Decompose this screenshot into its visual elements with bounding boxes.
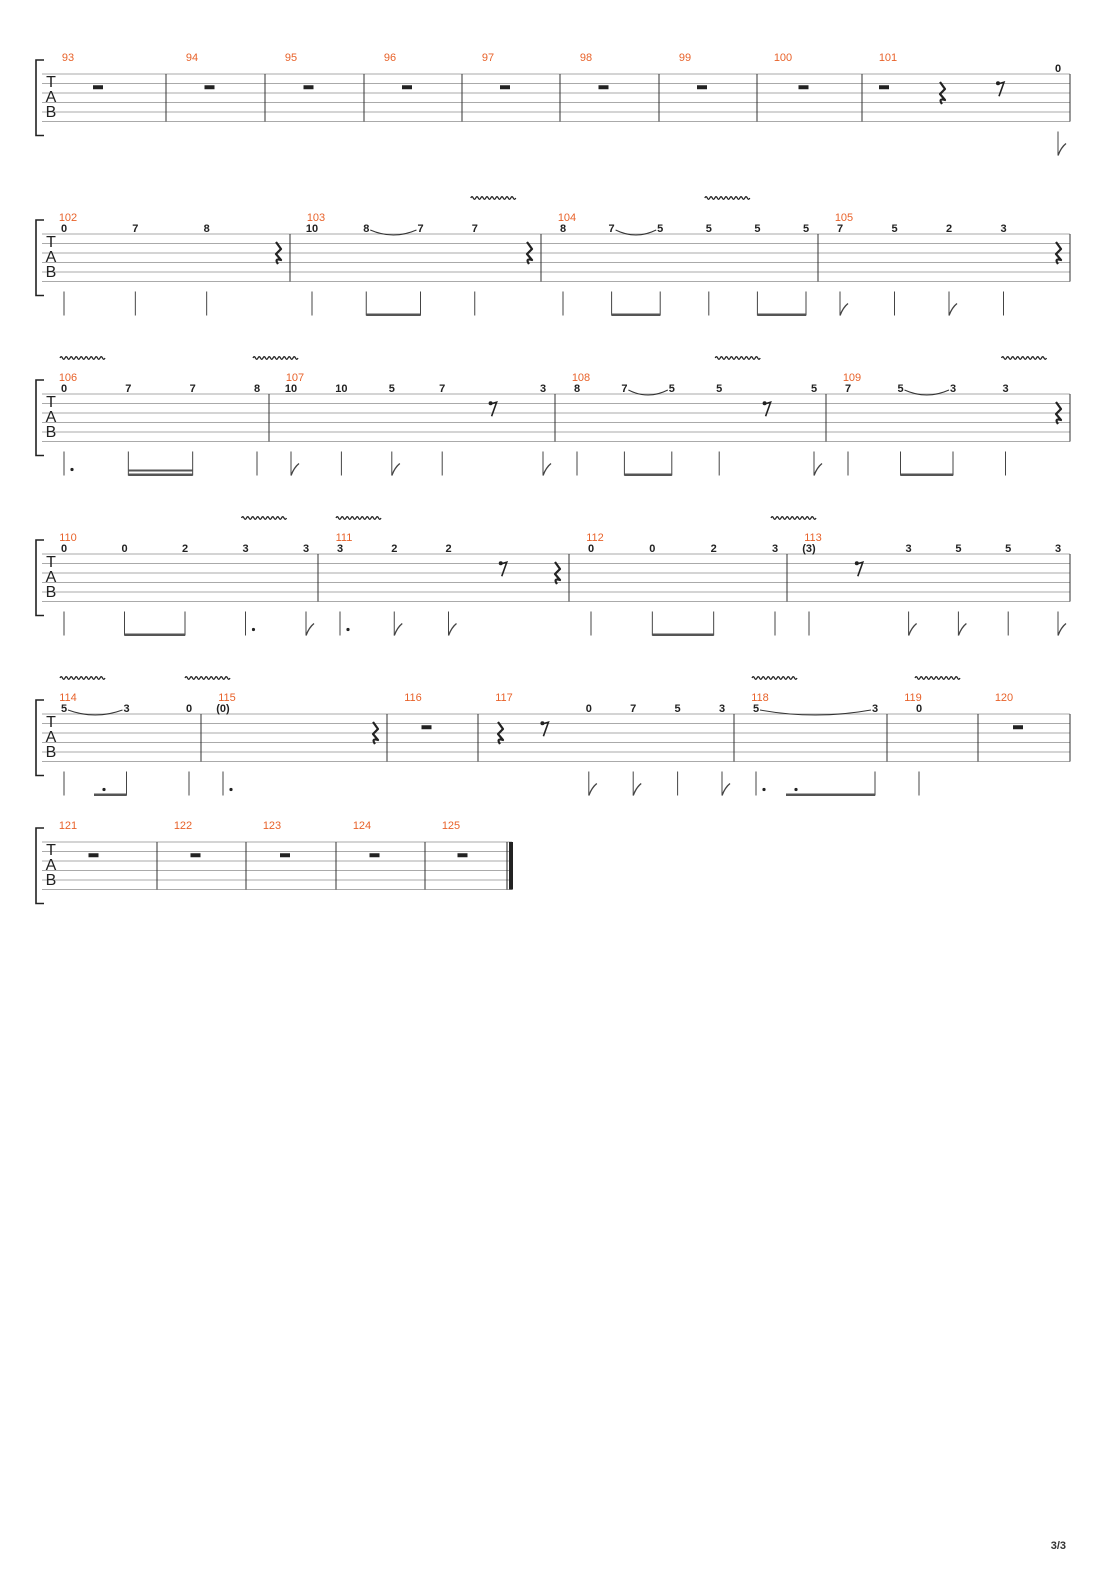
fret-number: 2 (391, 543, 398, 555)
measure-115 (216, 692, 378, 796)
fret-number: 0 (185, 703, 193, 715)
tab-clef-letter: A (45, 249, 57, 266)
measure-number: 116 (404, 692, 422, 704)
dot (229, 788, 232, 791)
measure-number: 95 (284, 52, 298, 64)
staff-system (36, 677, 1070, 796)
fret-number: 5 (955, 543, 962, 555)
fret-number: 3 (1000, 223, 1007, 235)
measure-number: 99 (678, 52, 692, 64)
fret-number: 2 (945, 223, 953, 235)
fret-number: 7 (844, 383, 852, 395)
tab-clef-letter: A (45, 569, 57, 586)
measure-number: 105 (834, 212, 854, 224)
measure-number: 107 (285, 372, 305, 384)
measure-118 (751, 677, 878, 796)
fret-number: 7 (189, 383, 196, 395)
fret-number: 0 (649, 543, 656, 555)
tab-clef-letter: B (45, 264, 57, 281)
fret-number: 8 (253, 383, 261, 395)
measure-113 (802, 532, 1066, 636)
measure-number: 109 (842, 372, 862, 384)
fret-number: 10 (284, 383, 298, 395)
measure-106 (59, 357, 298, 476)
note-beam (786, 794, 875, 797)
vibrato-icon (915, 677, 960, 680)
measure-number: 106 (58, 372, 78, 384)
half-rest-icon (402, 85, 412, 89)
fret-number: 3 (718, 703, 726, 715)
measure-119 (904, 677, 960, 796)
system-bracket (36, 60, 44, 136)
vibrato-icon (60, 677, 105, 680)
measure-number: 114 (59, 692, 77, 704)
measure-number: 94 (185, 52, 199, 64)
system-bracket (36, 700, 44, 776)
half-rest-icon (799, 85, 809, 89)
fret-number: 8 (363, 223, 370, 235)
note-flag (1058, 144, 1066, 156)
fret-number: 7 (621, 383, 628, 395)
half-rest-icon (500, 85, 510, 89)
fret-number: 5 (802, 223, 810, 235)
tab-clef-letter: A (45, 89, 57, 106)
fret-number: (3) (802, 543, 816, 555)
tab-clef-letter: A (45, 409, 57, 426)
half-rest-icon (458, 853, 468, 857)
dot (70, 468, 73, 471)
measure-111 (336, 517, 560, 636)
fret-number: 10 (335, 383, 348, 395)
half-rest-icon (370, 853, 380, 857)
system-bracket (36, 828, 44, 904)
staff-system (36, 357, 1070, 476)
tab-clef-letter: B (45, 104, 57, 121)
fret-number: 0 (60, 223, 68, 235)
fret-number: 10 (305, 223, 319, 235)
vibrato-icon (60, 357, 105, 360)
fret-number: 3 (539, 383, 547, 395)
measure-104 (558, 197, 809, 316)
fret-number: 2 (445, 543, 452, 555)
note-beam (612, 314, 661, 317)
measure-number: 93 (61, 52, 75, 64)
vibrato-icon (471, 197, 516, 200)
vibrato-icon (336, 517, 381, 520)
fret-number: 0 (60, 383, 68, 395)
half-rest-icon (697, 85, 707, 89)
fret-number: 7 (132, 223, 139, 235)
note-beam (128, 474, 192, 477)
measure-102 (59, 212, 281, 316)
half-rest-icon (191, 853, 201, 857)
measure-number: 102 (58, 212, 78, 224)
measure-number: 121 (58, 820, 78, 832)
note-beam (624, 474, 671, 477)
system-bracket (36, 380, 44, 456)
note-flag (306, 624, 314, 636)
tab-clef-letter: B (45, 584, 57, 601)
half-rest-icon (205, 85, 215, 89)
note-flag (814, 464, 822, 476)
system-bracket (36, 540, 44, 616)
measure-110 (59, 517, 314, 636)
vibrato-icon (715, 357, 760, 360)
vibrato-icon (705, 197, 750, 200)
note-beam (125, 634, 186, 637)
fret-number: 3 (1002, 383, 1009, 395)
half-rest-icon (1013, 725, 1023, 729)
measure-number: 125 (441, 820, 461, 832)
fret-number: 5 (668, 383, 675, 395)
fret-number: 2 (181, 543, 189, 555)
fret-number: 3 (123, 703, 130, 715)
fret-number: (0) (216, 703, 230, 715)
half-rest-icon (422, 725, 432, 729)
fret-number: 3 (1054, 543, 1062, 555)
note-flag (722, 784, 730, 796)
measure-117 (495, 692, 730, 796)
half-rest-icon (93, 85, 103, 89)
measure-number: 96 (383, 52, 397, 64)
fret-number: 5 (891, 223, 898, 235)
fret-number: 7 (125, 383, 132, 395)
fret-number: 3 (905, 543, 912, 555)
measure-number: 97 (481, 52, 495, 64)
fret-number: 5 (388, 383, 395, 395)
tab-clef-letter: T (46, 714, 56, 731)
fret-number: 7 (836, 223, 844, 235)
staff-system (36, 197, 1070, 316)
note-flag (840, 304, 848, 316)
fret-number: 2 (710, 543, 717, 555)
measure-107 (285, 372, 551, 476)
fret-number: 3 (302, 543, 310, 555)
half-rest-icon (599, 85, 609, 89)
final-barline (509, 842, 513, 890)
fret-number: 3 (771, 543, 779, 555)
note-beam (94, 794, 127, 797)
note-flag (291, 464, 299, 476)
tab-clef-letter: A (45, 857, 57, 874)
note-flag (392, 464, 400, 476)
fret-number: 3 (336, 543, 344, 555)
fret-number: 3 (871, 703, 879, 715)
note-flag (633, 784, 641, 796)
eighth-rest-stroke (490, 402, 497, 416)
dot (762, 788, 765, 791)
vibrato-icon (1002, 357, 1047, 360)
fret-number: 0 (585, 703, 592, 715)
fret-number: 5 (897, 383, 904, 395)
note-flag (1058, 624, 1066, 636)
fret-number: 5 (716, 383, 723, 395)
tab-clef-letter: T (46, 394, 56, 411)
measure-number: 111 (335, 532, 353, 544)
measure-103 (306, 197, 532, 316)
measure-number: 104 (557, 212, 577, 224)
measure-101 (879, 52, 1066, 156)
measure-number: 120 (994, 692, 1014, 704)
measure-number: 119 (904, 692, 922, 704)
note-beam (901, 474, 954, 477)
measure-number: 108 (571, 372, 591, 384)
fret-number: 5 (810, 383, 818, 395)
measure-105 (835, 212, 1061, 316)
dot (794, 788, 797, 791)
measure-108 (572, 357, 822, 476)
vibrato-icon (752, 677, 797, 680)
eighth-rest-stroke (500, 562, 507, 576)
fret-number: 3 (242, 543, 249, 555)
fret-number: 8 (573, 383, 581, 395)
note-beam (652, 634, 713, 637)
dot (102, 788, 105, 791)
measure-number: 101 (878, 52, 898, 64)
fret-number: 5 (60, 703, 68, 715)
page-indicator: 3/3 (1050, 1540, 1066, 1552)
dot (252, 628, 255, 631)
measure-number: 103 (306, 212, 326, 224)
staff-system (36, 52, 1070, 156)
half-rest-icon (89, 853, 99, 857)
vibrato-icon (185, 677, 230, 680)
fret-number: 8 (203, 223, 210, 235)
note-flag (589, 784, 597, 796)
measure-109 (843, 357, 1061, 476)
half-rest-icon (280, 853, 290, 857)
fret-number: 0 (915, 703, 923, 715)
measure-number: 117 (495, 692, 513, 704)
system-bracket (36, 220, 44, 296)
fret-number: 7 (608, 223, 615, 235)
tab-clef-letter: A (45, 729, 57, 746)
note-beam-secondary (128, 470, 192, 472)
fret-number: 7 (417, 223, 424, 235)
half-rest-icon (879, 85, 889, 89)
eighth-rest-stroke (856, 562, 863, 576)
fret-number: 5 (657, 223, 664, 235)
fret-number: 0 (1054, 63, 1062, 75)
eighth-rest-stroke (997, 82, 1004, 96)
measure-number: 112 (586, 532, 604, 544)
dot (346, 628, 349, 631)
measure-number: 118 (751, 692, 769, 704)
fret-number: 0 (60, 543, 68, 555)
measure-112 (586, 517, 816, 636)
measure-number: 115 (218, 692, 236, 704)
eighth-rest-stroke (764, 402, 771, 416)
staff-system (36, 820, 513, 904)
tab-clef-letter: T (46, 234, 56, 251)
tab-clef-letter: B (45, 424, 57, 441)
fret-number: 0 (121, 543, 128, 555)
eighth-rest-stroke (541, 722, 548, 736)
tab-clef-letter: B (45, 744, 57, 761)
fret-number: 7 (439, 383, 446, 395)
note-flag (394, 624, 402, 636)
measure-number: 122 (173, 820, 193, 832)
tab-clef-letter: T (46, 554, 56, 571)
tab-clef-letter: B (45, 872, 57, 889)
tab-clef-letter: T (46, 74, 56, 91)
tab-clef-letter: T (46, 842, 56, 859)
measure-114 (59, 677, 230, 796)
vibrato-icon (253, 357, 298, 360)
fret-number: 7 (471, 223, 478, 235)
note-flag (949, 304, 957, 316)
measure-number: 98 (579, 52, 593, 64)
vibrato-icon (242, 517, 287, 520)
vibrato-icon (771, 517, 816, 520)
measure-number: 100 (773, 52, 793, 64)
note-beam (757, 314, 806, 317)
fret-number: 3 (949, 383, 957, 395)
note-flag (449, 624, 457, 636)
fret-number: 5 (754, 223, 761, 235)
fret-number: 8 (559, 223, 567, 235)
staff-system (36, 517, 1070, 636)
fret-number: 5 (752, 703, 760, 715)
measure-number: 113 (804, 532, 822, 544)
note-flag (958, 624, 966, 636)
note-flag (909, 624, 917, 636)
half-rest-icon (304, 85, 314, 89)
fret-number: 0 (587, 543, 595, 555)
fret-number: 5 (674, 703, 681, 715)
fret-number: 7 (630, 703, 637, 715)
note-flag (543, 464, 551, 476)
measure-number: 124 (352, 820, 372, 832)
note-beam (366, 314, 420, 317)
measure-number: 123 (262, 820, 282, 832)
measure-number: 110 (59, 532, 77, 544)
fret-number: 5 (1005, 543, 1012, 555)
fret-number: 5 (705, 223, 712, 235)
